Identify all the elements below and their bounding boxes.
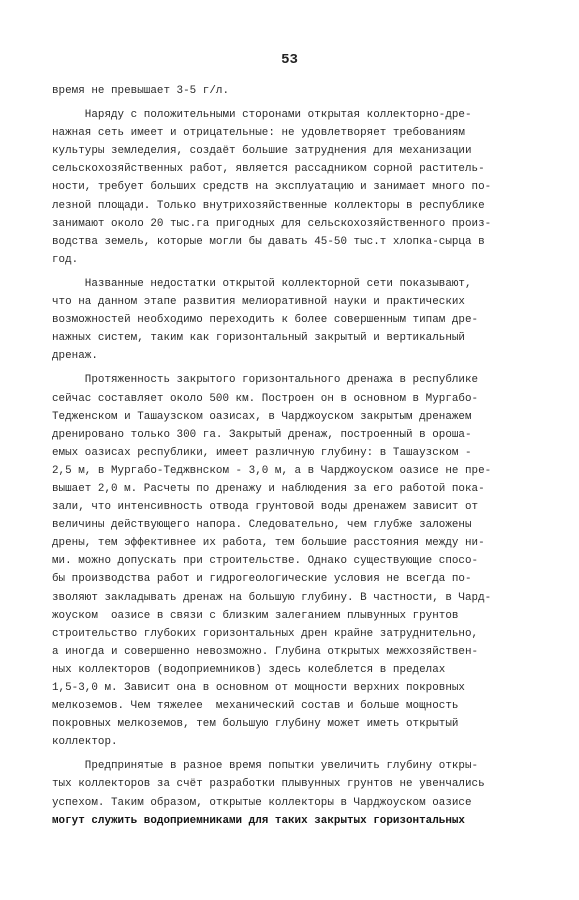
text-line: вышает 2,0 м. Расчеты по дренажу и наблюдения за его работой пока- — [52, 482, 485, 495]
paragraph — [52, 757, 572, 829]
text-line: культуры земледелия, создаёт большие затруднения для механизации — [52, 145, 472, 158]
text-line: лезной площади. Только внутрихозяйственные коллекторы в республике — [52, 199, 485, 212]
text-line: могут служить водоприемниками для таких закрытых горизонтальных — [52, 814, 465, 827]
text-line: дренаж. — [52, 350, 98, 363]
text-line: зали, что интенсивность отвода грунтовой воды дренажем зависит от — [52, 501, 479, 514]
text-line: Наряду с положительными сторонами открытая коллекторно-дре- — [52, 109, 472, 122]
text-line: нажная сеть имеет и отрицательные: не удовлетворяет требованиям — [52, 127, 465, 140]
text-line: покровных мелкоземов, тем большую глубину может иметь открытый — [52, 718, 459, 731]
text-line: Тедженском и Ташаузском оазисах, в Чарджоуском закрытым дренажем — [52, 410, 472, 423]
text-line: 1,5-3,0 м. Зависит она в основном от мощности верхних покровных — [52, 682, 465, 694]
text-line: ми. можно допускать при строительстве. Однако существующие спосо- — [52, 555, 479, 568]
text-line: возможностей необходимо переходить к более совершенным типам дре- — [52, 314, 479, 327]
paragraph — [52, 371, 572, 751]
text-line: Названные недостатки открытой коллекторной сети показывают, — [52, 277, 472, 290]
text-line: сейчас составляет около 500 км. Построен он в основном в Мургабо- — [52, 392, 479, 405]
text-line: ности, требует больших средств на эксплуатацию и занимает много по- — [52, 181, 492, 194]
text-line: успехом. Таким образом, открытые коллекторы в Чарджоуском оазисе — [52, 796, 472, 809]
text-line: нажных систем, таким как горизонтальный закрытый и вертикальный — [52, 332, 465, 345]
text-line: Предпринятые в разное время попытки увеличить глубину откры- — [52, 760, 479, 773]
paragraph — [52, 275, 572, 365]
paragraph — [52, 82, 572, 100]
text-line: занимают около 20 тыс.га пригодных для сельскохозяйственного произ- — [52, 217, 492, 230]
text-line: мелкоземов. Чем тяжелее механический состав и больше мощность — [52, 700, 459, 713]
paragraph — [52, 106, 572, 269]
text-line: а иногда и совершенно невозможно. Глубина открытых межхозяйствен- — [52, 645, 479, 658]
text-line: 2,5 м, в Мургабо-Теджвнском - 3,0 м, а в Чарджоуском оазисе не пре- — [52, 464, 492, 477]
text-line: сельскохозяйственных работ, является рассадником сорной раститель- — [52, 163, 485, 176]
text-line: что на данном этапе развития мелиоративной науки и практических — [52, 296, 465, 309]
text-line: год. — [52, 253, 79, 266]
page-number: 53 — [281, 52, 298, 68]
body-text — [52, 82, 572, 830]
text-line: строительство глубоких горизонтальных дрен крайне затруднительно, — [52, 627, 479, 640]
text-line: дрены, тем эффективнее их работа, тем большие расстояния между ни- — [52, 537, 485, 550]
text-line: емых оазисах республики, имеет различную глубину: в Ташаузском - — [52, 446, 472, 459]
text-line: время не превышает 3-5 г/л. — [52, 85, 229, 97]
text-line: ных коллекторов (водоприемников) здесь колеблется в пределах — [52, 663, 446, 676]
text-line: зволяют закладывать дренаж на большую глубину. В частности, в Чард- — [52, 591, 492, 604]
text-line: дренировано только 300 га. Закрытый дренаж, построенный в ороша- — [52, 428, 472, 441]
text-line: жоуском оазисе в связи с близким залеганием плывунных грунтов — [52, 609, 459, 622]
text-line: коллектор. — [52, 736, 118, 749]
text-line: тых коллекторов за счёт разработки плывунных грунтов не увенчались — [52, 778, 485, 791]
text-line: водства земель, которые могли бы давать 45-50 тыс.т хлопка-сырца в — [52, 235, 485, 248]
text-line: величины действующего напора. Следовательно, чем глубже заложены — [52, 519, 472, 532]
text-line: Протяженность закрытого горизонтального дренажа в республике — [52, 374, 479, 387]
text-line: бы производства работ и гидрогеологические условия не всегда по- — [52, 573, 472, 586]
